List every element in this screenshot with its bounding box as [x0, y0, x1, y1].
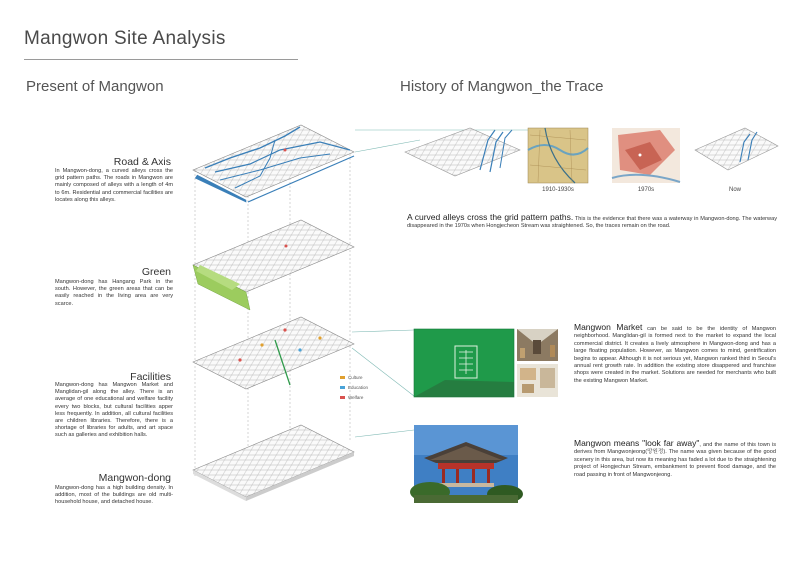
market-body: can be said to be the identity of Mangwon neighborhood. Manglidan-gil is formed next to the market to expand the local commercial district. It creates a lively atmosphere in Mangwon-dong and has a large floating population. However, as Mangwon comes to mind, gentrification begins to appear. Although it is not serious yet, Mangwon ranked third in Seoul's annual rent growth rate. In addition the existing store disappered and franchise shops were created in the market. Solutions are needed for merchants who built the existing Mangwon Market.	[574, 326, 777, 384]
present-heading: Present of Mangwon	[26, 78, 164, 95]
meaning-paragraph	[574, 440, 776, 479]
meaning-body: , and the name of this town is derives from Mangwonjeong(망원정). The name was given because of the good scenery in this area, but now its meaning has faded a lot due to the straightening project of Hongjechun Stream, embankment to prevent flood damage, and the road passing in front of Mangwonjeong.	[574, 442, 776, 478]
caption-1910-1930s: 1910-1930s	[542, 187, 574, 193]
caption-1970s: 1970s	[637, 187, 655, 193]
caption-now: Now	[728, 187, 741, 193]
meaning-lead: Mangwon means "look far away"	[574, 438, 700, 448]
trace-body: This is the evidence that there was a waterway in Mangwon-dong. The waterway disappeared in the 1970s when Hongjecheon Stream was straightened. So, the traces remain on the road.	[407, 216, 777, 230]
history-heading: History of Mangwon_the Trace	[400, 78, 604, 95]
section-title-green: Green	[141, 266, 171, 278]
legend-culture: Culture	[348, 375, 363, 380]
section-title-facilities: Facilities	[130, 371, 171, 383]
section-body-facilities: Mangwon-dong has Mangwon Market and Manglidan-gil along the alley. There is an average of one educational and welfare facility every two blocks, but cultural facilities apper less frequently. In addition, all cultural facilities are children libraries. Therefore, there is a shortage of libraries for adults, and art space such as galleries and exhibition halls.	[55, 382, 173, 439]
section-title-mangwon-dong: Mangwon-dong	[98, 472, 171, 484]
legend-education: Education	[348, 385, 369, 390]
section-body-green: Mangwon-dong has Hangang Park in the south. However, the green areas that can be easily reached in the living area are very scarce.	[55, 279, 173, 307]
section-body-mangwon-dong: Mangwon-dong has a high building density. In addition, most of the buildings are old multi-household house, and detached house.	[55, 485, 173, 506]
legend-welfare: Welfare	[348, 395, 364, 400]
trace-lead: A curved alleys cross the grid pattern paths.	[407, 212, 574, 222]
market-lead: Mangwon Market	[574, 322, 643, 332]
section-title-road: Road & Axis	[113, 156, 171, 168]
section-body-road: In Mangwon-dong, a curved alleys cross the grid pattern paths. The roads in Mangwon are mainly composed of alleys with a length of 4m to 6m. Residential and commercial facilities are locates along this alleys.	[55, 168, 173, 203]
page-title: Mangwon Site Analysis	[24, 28, 226, 49]
